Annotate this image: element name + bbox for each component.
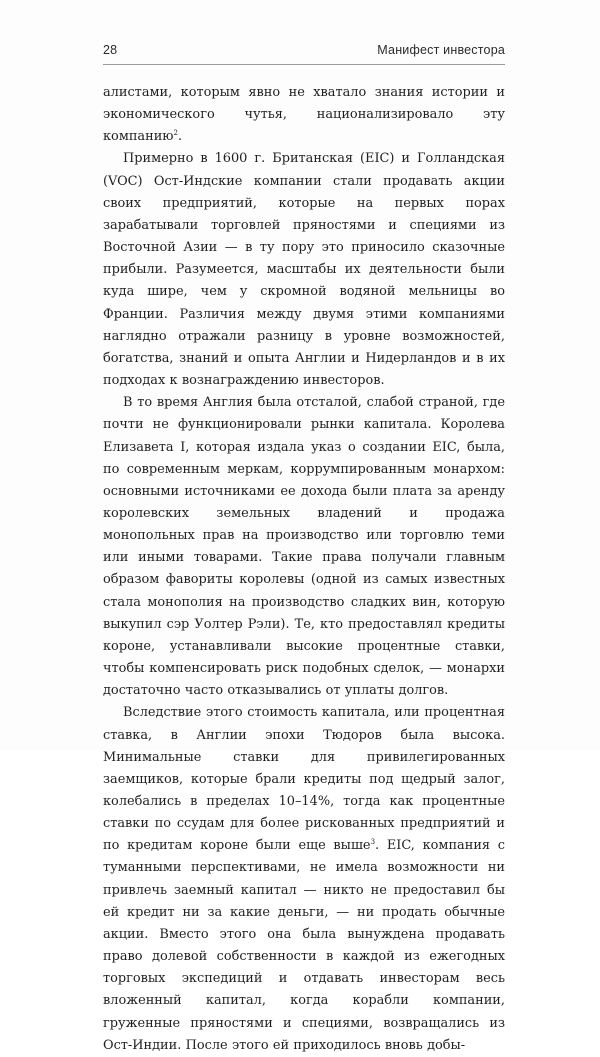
page-number: 28 [103, 43, 118, 57]
paragraph-4-text: Вследствие этого стоимость капитала, или процентная ставка, в Англии эпохи Тюдоров была высока. Минимальные ставки для привилегированных заемщиков, которые брали кредиты под щедрый залог, колебались в пределах 10–14%, тогда как процентные ставки по ссудам для более рискованных предприятий и по кредитам короне были еще выше [103, 705, 505, 854]
paragraph-4 [103, 702, 505, 1057]
paragraph-2: Примерно в 1600 г. Британская (EIC) и Голландская (VOC) Ост-Индские компании стали продавать акции своих предприятий, которые на первых порах зарабатывали торговлей пряностями и специями из Восточной Азии — в ту пору это приносило сказочные прибыли. Разумеется, масштабы их деятельности были куда шире, чем у скромной водяной мельницы во Франции. Различия между двумя этими компаниями наглядно отражали разницу в уровне возможностей, богатства, знаний и опыта Англии и Нидерландов и в их подходах к вознаграждению инвесторов. [103, 151, 505, 389]
paragraph-3: В то время Англия была отсталой, слабой страной, где почти не функционировали рынки капитала. Королева Елизавета I, которая издала указ о создании EIC, была, по современным меркам, коррумпированным монархом: основными источниками ее дохода были плата за аренду королевских земельных владений и продажа монопольных прав на производство или торговлю теми или иными товарами. Такие права получали главным образом фавориты королевы (одной из самых известных стала монополия на производство сладких вин, которую выкупил сэр Уолтер Рэли). Те, кто предоставлял кредиты короне, устанавливали высокие процентные ставки, чтобы компенсировать риск подобных сделок, — монархи достаточно часто отказывались от уплаты долгов. [103, 395, 505, 699]
footnote-ref-3: 3 [370, 838, 376, 847]
paragraph-1-end: . [178, 129, 183, 145]
body-text [103, 82, 505, 1057]
running-header [103, 43, 505, 59]
header-rule [103, 64, 505, 65]
paragraph-1 [103, 82, 505, 148]
paragraph-4-continuation: . EIC, компания с туманными перспективами, не имела возможности ни привлечь заемный капитал — никто не предоставил бы ей кредит ни за какие деньги, — ни продать обычные акции. Вместо этого она была вынуждена продавать право долевой собственности в каждой из ежегодных торговых экспедиций и отдавать инвесторам весь вложенный капитал, когда корабли компании, груженные пряностями и специями, возвращались из Ост-Индии. После этого ей приходилось вновь добы- [103, 838, 505, 1053]
running-title: Манифест инвестора [377, 43, 505, 57]
footnote-ref-2: 2 [173, 129, 178, 138]
paragraph-1-text: алистами, которым явно не хватало знания истории и экономического чутья, национализировало эту компанию [103, 85, 505, 145]
